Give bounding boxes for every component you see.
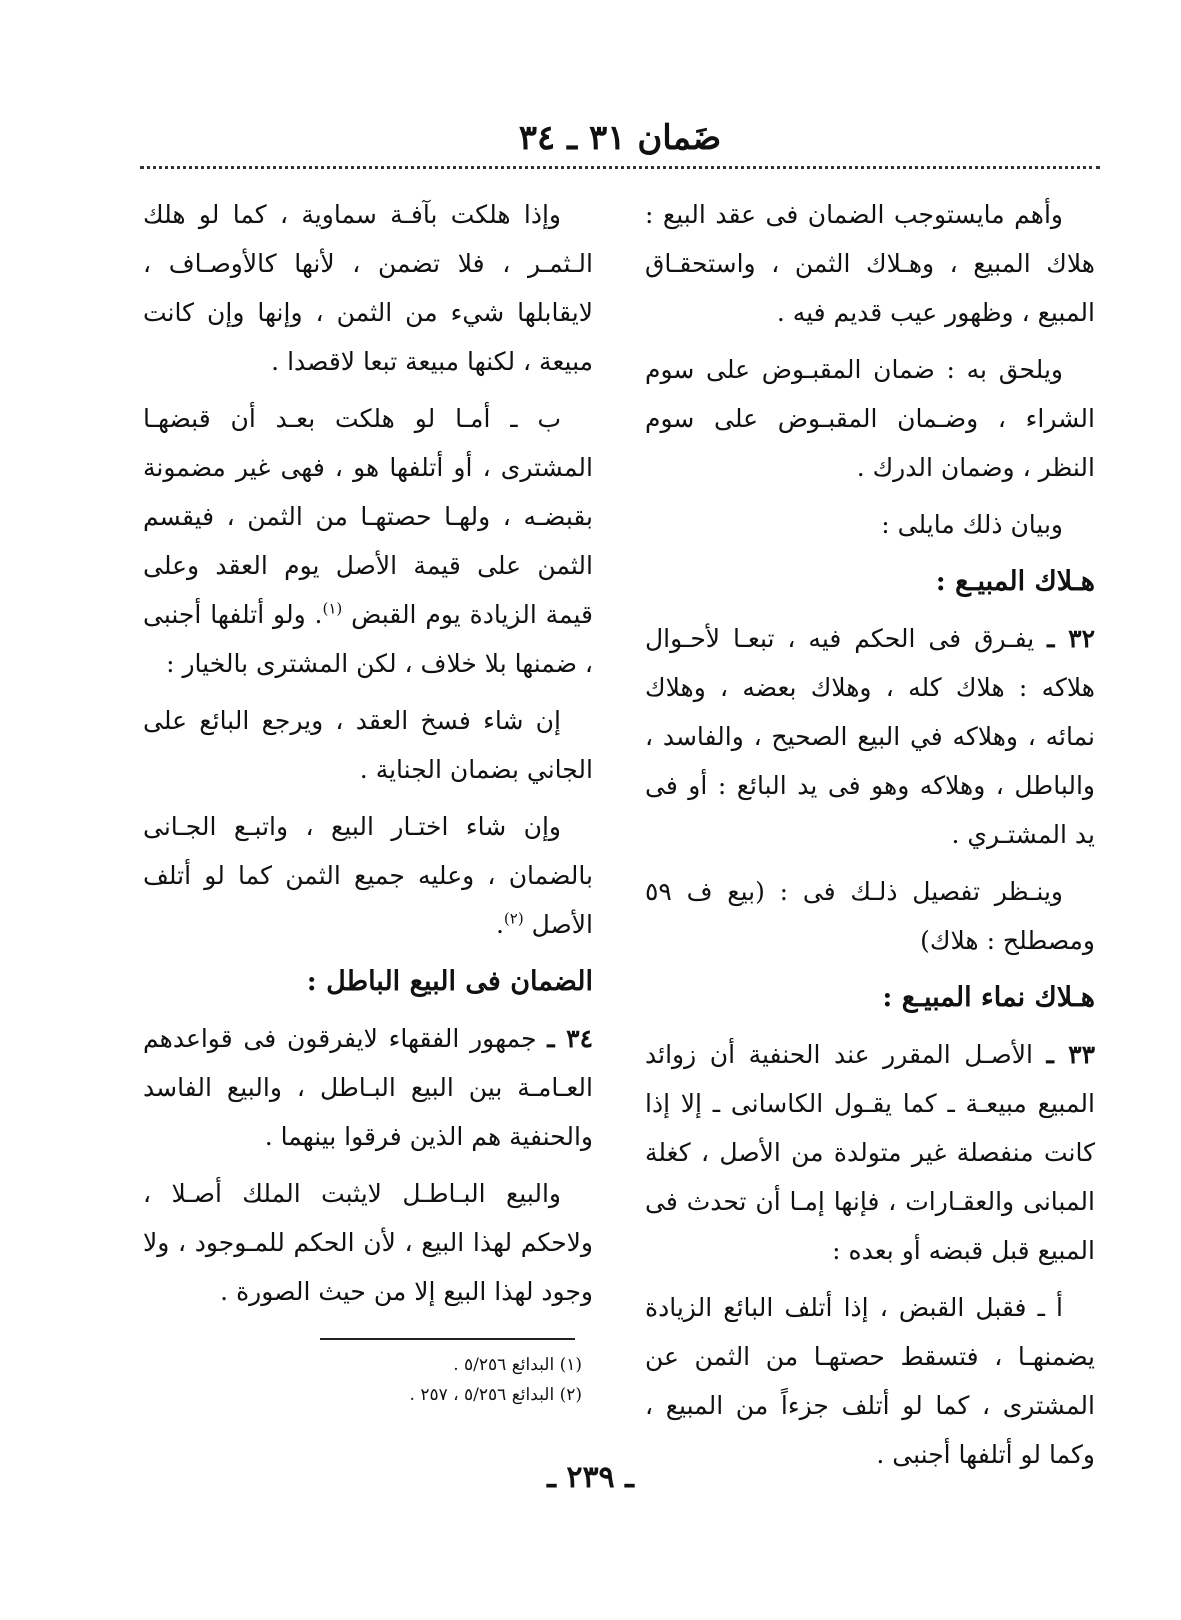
section-heading: الضمان فى البيع الباطل : — [306, 966, 593, 997]
paragraph: والبيع البـاطـل لايثبت الملك أصـلا ، ولاحكم لهذا البيع ، لأن الحكم للمـوجود ، ولا وجود لهذا البيع إلا من حيث الصورة . — [143, 1179, 593, 1306]
paragraph-number: ٣٤ ـ — [547, 1024, 593, 1053]
paragraph: أ ـ فقبل القبض ، إذا أتلف البائع الزيادة يضمنهـا ، فتسقط حصتهـا من الثمن عن المشترى ، كما لو أتلف جزءاً من المبيع ، وكما لو أتلفها أجنبى . — [645, 1293, 1095, 1469]
paragraph-text: جمهور الفقهاء لايفرقون فى قواعدهم العـامـة بين البيع البـاطل ، والبيع الفاسد والحنفية هم الذين فرقوا بينهما . — [143, 1024, 593, 1151]
numbered-paragraph — [645, 614, 1095, 859]
header-dotted-divider — [140, 166, 1100, 169]
footnote-item: (١) البدائع ٥/٢٥٦ . — [453, 1355, 582, 1375]
paragraph: وينـظر تفصيل ذلـك فى : (بيع ف ٥٩ ومصطلح : هلاك) — [645, 877, 1095, 955]
footnote-reference[interactable]: (١) — [322, 599, 343, 618]
left-column — [143, 190, 593, 1324]
footnote-reference[interactable]: (٢) — [503, 909, 524, 928]
paragraph: وإذا هلكت بآفـة سماوية ، كما لو هلك الـثمـر ، فلا تضمن ، لأنها كالأوصـاف ، لايقابلها شيء من الثمن ، وإنها وإن كانت مبيعة ، لكنها مبيعة تبعا لاقصدا . — [143, 200, 593, 376]
paragraph-number: ٣٢ ـ — [1047, 624, 1095, 653]
paragraph-text: يفـرق فى الحكم فيه ، تبعـا لأحـوال هلاكه : هلاك كله ، وهلاك بعضه ، وهلاك نمائه ، وهلاكه في البيع الصحيح ، والفاسد ، والباطل ، وهلاكه وهو فى يد البائع : أو فى يد المشتـري . — [645, 624, 1095, 849]
footnotes — [320, 1350, 582, 1410]
paragraph-text: وإن شاء اختـار البيع ، واتبـع الجـانى بالضمان ، وعليه جميع الثمن كما لو أتلف الأصل — [143, 812, 593, 939]
numbered-paragraph — [645, 1030, 1095, 1275]
paragraph-text: . — [495, 910, 504, 939]
paragraph-text: . ولو أتلفها أجنبى ، ضمنها بلا خلاف ، لكن المشترى بالخيار : — [143, 600, 593, 678]
paragraph-text: الأصـل المقرر عند الحنفية أن زوائد المبيع مبيعـة ـ كما يقـول الكاسانى ـ إلا إذا كانت منفصلة غير متولدة من الأصل ، كغلة المبانى والعقـارات ، فإنها إمـا أن تحدث فى المبيع قبل قبضه أو بعده : — [645, 1040, 1095, 1265]
paragraph: إن شاء فسخ العقد ، ويرجع البائع على الجاني بضمان الجناية . — [143, 706, 593, 784]
footnote-divider — [320, 1338, 575, 1340]
paragraph — [143, 802, 593, 949]
paragraph: ويلحق به : ضمان المقبـوض على سوم الشراء ، وضـمان المقبـوض على سوم النظر ، وضمان الدرك . — [645, 355, 1095, 482]
right-column — [645, 190, 1095, 1487]
page-header-title: ضَمان ٣١ ـ ٣٤ — [518, 118, 722, 158]
paragraph: وبيان ذلك مايلى : — [881, 510, 1063, 539]
paragraph — [143, 394, 593, 688]
paragraph-text: ب ـ أمـا لو هلكت بعـد أن قبضهـا المشترى ، أو أتلفها هو ، فهى غير مضمونة بقبضـه ، ولهـا حصتهـا من الثمن ، فيقسم الثمن على قيمة الأصل يوم العقد وعلى قيمة الزيادة يوم القبض — [143, 404, 593, 629]
paragraph-number: ٣٣ ـ — [1046, 1040, 1095, 1069]
page-number: ـ ٢٣٩ ـ — [547, 1460, 634, 1495]
paragraph: وأهم مايستوجب الضمان فى عقد البيع : هلاك المبيع ، وهـلاك الثمن ، واستحقـاق المبيع ، وظهور عيب قديم فيه . — [645, 200, 1095, 327]
numbered-paragraph — [143, 1014, 593, 1161]
section-heading: هـلاك المبيـع : — [935, 566, 1095, 597]
section-heading: هـلاك نماء المبيـع : — [882, 982, 1095, 1013]
footnote-item: (٢) البدائع ٥/٢٥٦ ، ٢٥٧ . — [409, 1385, 582, 1405]
